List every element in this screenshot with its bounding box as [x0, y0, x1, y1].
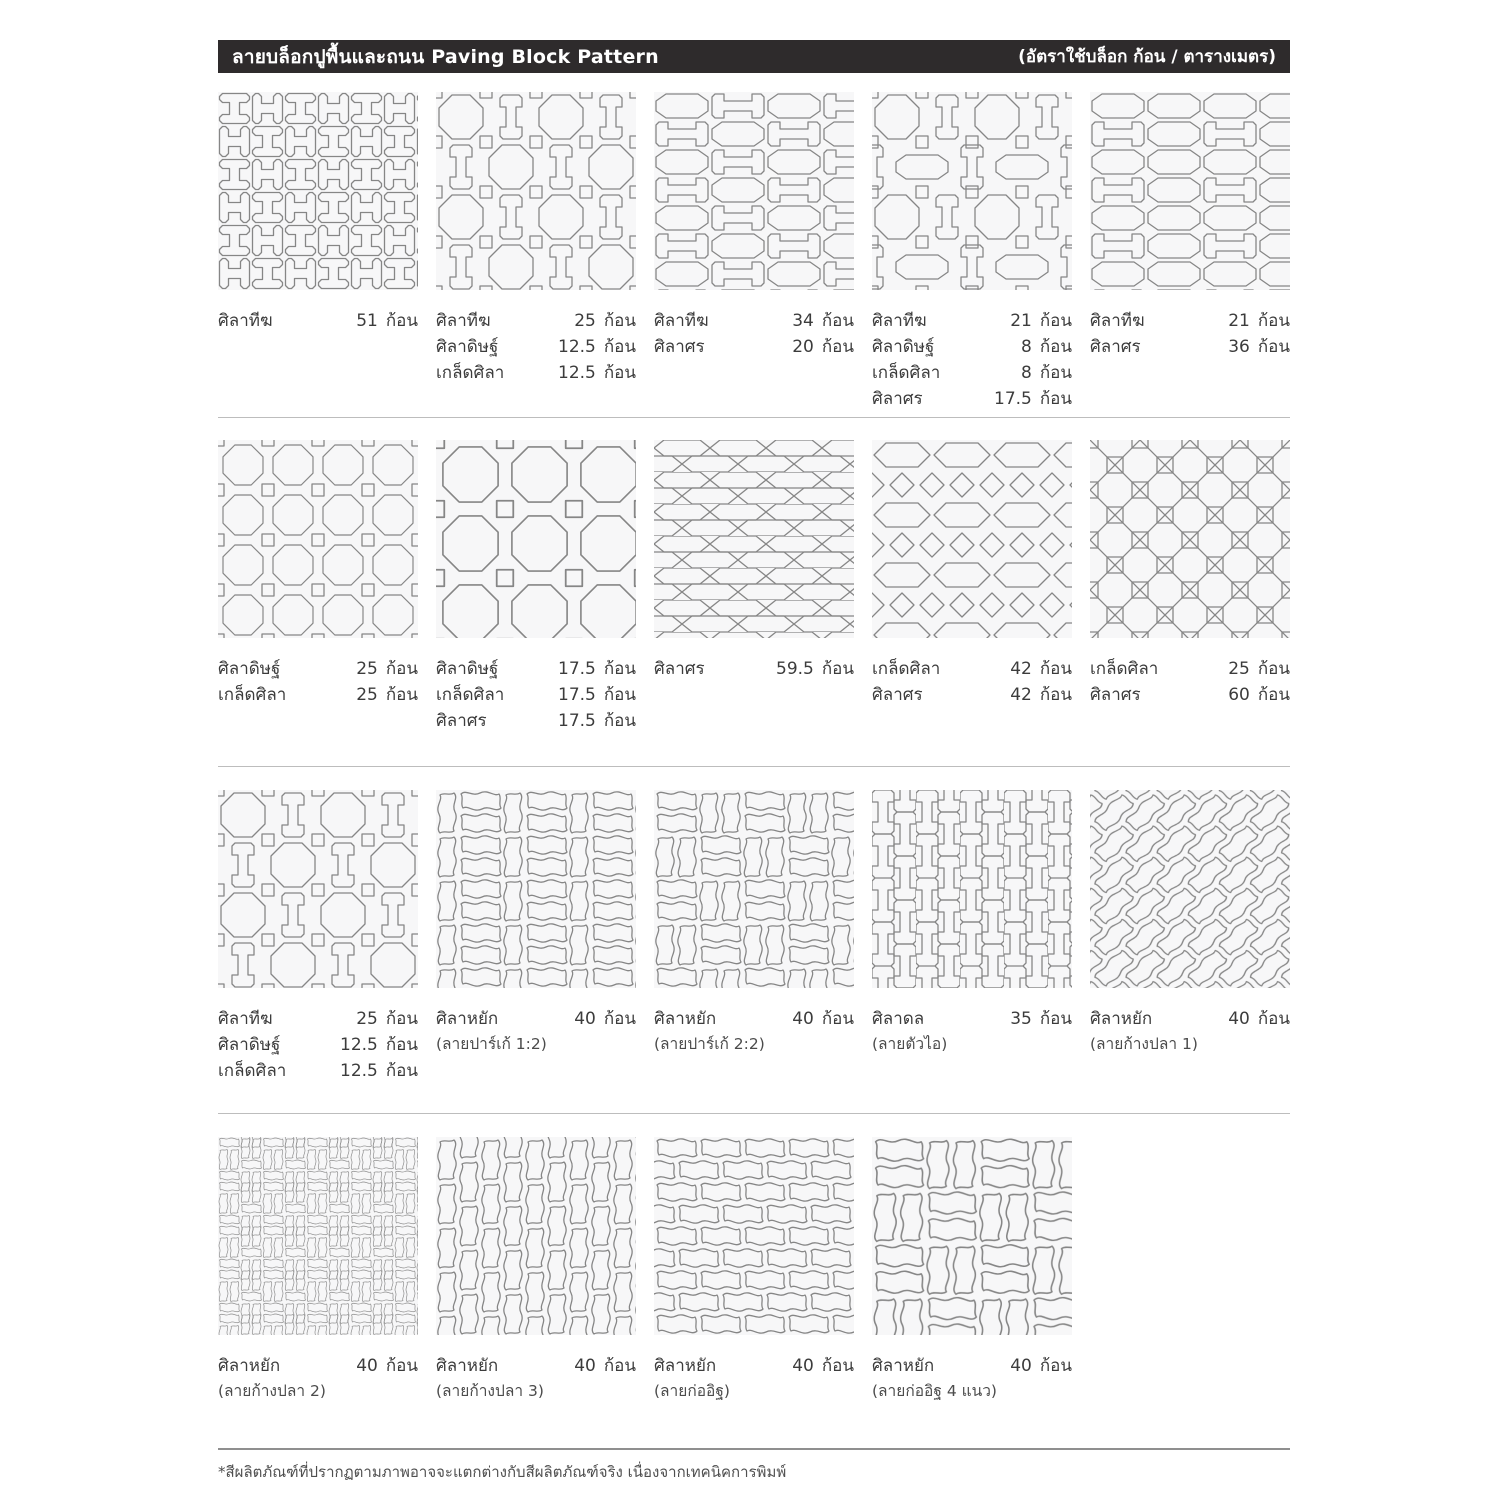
- block-quantity: 34: [792, 311, 814, 331]
- quantity-unit: ก้อน: [821, 337, 854, 357]
- quantity-unit: ก้อน: [603, 363, 636, 383]
- block-quantity: 40: [574, 1356, 596, 1376]
- pattern-subtitle: (ลายก้างปลา 2): [218, 1382, 326, 1400]
- pattern-usage-row: [1090, 308, 1290, 334]
- pattern-usage-row: [1090, 656, 1290, 682]
- pattern-usage-row: [436, 656, 636, 682]
- pattern-usage-row: [872, 334, 1072, 360]
- pattern-name: ศิลาศร: [654, 337, 705, 357]
- pattern-label-block: [436, 308, 636, 386]
- block-quantity: 25: [1228, 659, 1250, 679]
- paving-pattern-swatch: [654, 790, 854, 988]
- paving-pattern-swatch: [218, 440, 418, 638]
- pattern-name: เกล็ดศิลา: [872, 363, 941, 383]
- block-quantity: 12.5: [340, 1061, 378, 1081]
- quantity-unit: ก้อน: [603, 1356, 636, 1376]
- pattern-label-block: [218, 1006, 418, 1084]
- pattern-name: ศิลาทีฆ: [654, 311, 709, 331]
- block-quantity: 60: [1228, 685, 1250, 705]
- block-quantity: 36: [1228, 337, 1250, 357]
- quantity-unit: ก้อน: [385, 1035, 418, 1055]
- block-quantity: 8: [1021, 363, 1032, 383]
- block-quantity: 42: [1010, 659, 1032, 679]
- pattern-cell: [218, 440, 418, 638]
- quantity-unit: ก้อน: [385, 685, 418, 705]
- pattern-usage-row: [654, 1006, 854, 1032]
- pattern-label-block: [218, 1353, 418, 1403]
- quantity-unit: ก้อน: [385, 1356, 418, 1376]
- pattern-usage-row: [872, 386, 1072, 412]
- pattern-name: ศิลาดิษฐ์: [436, 659, 499, 679]
- pattern-name: ศิลาหยัก: [1090, 1009, 1153, 1029]
- pattern-name: ศิลาทีฆ: [218, 311, 273, 331]
- paving-pattern-swatch: [218, 92, 418, 290]
- pattern-usage-row: [872, 308, 1072, 334]
- pattern-usage-row: [436, 1353, 636, 1379]
- pattern-label-block: [872, 1006, 1072, 1056]
- pattern-name: ศิลาศร: [1090, 685, 1141, 705]
- pattern-usage-row: [218, 308, 418, 334]
- pattern-usage-row: [436, 708, 636, 734]
- pattern-label-block: [218, 656, 418, 708]
- row-divider: [218, 1113, 1290, 1114]
- pattern-subtitle: (ลายก่ออิฐ 4 แนว): [872, 1382, 997, 1400]
- pattern-name: ศิลาดล: [872, 1009, 925, 1029]
- quantity-unit: ก้อน: [1039, 1009, 1072, 1029]
- pattern-name: ศิลาดิษฐ์: [872, 337, 935, 357]
- block-quantity: 21: [1228, 311, 1250, 331]
- pattern-label-block: [872, 656, 1072, 708]
- pattern-usage-row: [218, 656, 418, 682]
- quantity-unit: ก้อน: [1039, 337, 1072, 357]
- block-quantity: 42: [1010, 685, 1032, 705]
- block-quantity: 17.5: [558, 659, 596, 679]
- quantity-unit: ก้อน: [1257, 1009, 1290, 1029]
- quantity-unit: ก้อน: [1257, 311, 1290, 331]
- quantity-unit: ก้อน: [1039, 659, 1072, 679]
- pattern-subtitle: (ลายปาร์เก้ 1:2): [436, 1035, 547, 1053]
- pattern-usage-row: [218, 1006, 418, 1032]
- paving-pattern-swatch: [436, 440, 636, 638]
- block-quantity: 40: [574, 1009, 596, 1029]
- paving-pattern-swatch: [654, 1137, 854, 1335]
- block-quantity: 25: [356, 685, 378, 705]
- pattern-usage-row: [654, 656, 854, 682]
- pattern-usage-row: [218, 1353, 418, 1379]
- quantity-unit: ก้อน: [385, 659, 418, 679]
- block-quantity: 17.5: [558, 711, 596, 731]
- pattern-name: ศิลาดิษฐ์: [436, 337, 499, 357]
- pattern-usage-row: [872, 682, 1072, 708]
- pattern-label-block: [1090, 656, 1290, 708]
- block-quantity: 8: [1021, 337, 1032, 357]
- block-quantity: 40: [792, 1356, 814, 1376]
- pattern-cell: [218, 92, 418, 290]
- pattern-label-block: [872, 1353, 1072, 1403]
- block-quantity: 12.5: [558, 363, 596, 383]
- pattern-usage-row: [872, 360, 1072, 386]
- block-quantity: 40: [1228, 1009, 1250, 1029]
- quantity-unit: ก้อน: [821, 1009, 854, 1029]
- block-quantity: 21: [1010, 311, 1032, 331]
- pattern-subtitle: (ลายปาร์เก้ 2:2): [654, 1035, 765, 1053]
- quantity-unit: ก้อน: [603, 337, 636, 357]
- pattern-usage-row: [654, 1353, 854, 1379]
- block-quantity: 59.5: [776, 659, 814, 679]
- pattern-name: เกล็ดศิลา: [218, 1061, 287, 1081]
- pattern-name: ศิลาหยัก: [436, 1009, 499, 1029]
- pattern-name: ศิลาทีฆ: [436, 311, 491, 331]
- paving-pattern-swatch: [436, 1137, 636, 1335]
- quantity-unit: ก้อน: [385, 1061, 418, 1081]
- pattern-cell: [436, 1137, 636, 1335]
- quantity-unit: ก้อน: [603, 711, 636, 731]
- quantity-unit: ก้อน: [1039, 389, 1072, 409]
- pattern-usage-row: [436, 360, 636, 386]
- pattern-name: เกล็ดศิลา: [436, 685, 505, 705]
- quantity-unit: ก้อน: [1039, 685, 1072, 705]
- pattern-name: ศิลาศร: [436, 711, 487, 731]
- quantity-unit: ก้อน: [603, 1009, 636, 1029]
- pattern-usage-row: [1090, 334, 1290, 360]
- block-quantity: 35: [1010, 1009, 1032, 1029]
- pattern-usage-row: [872, 1353, 1072, 1379]
- pattern-usage-row: [218, 1058, 418, 1084]
- quantity-unit: ก้อน: [1257, 337, 1290, 357]
- pattern-subtitle: (ลายก้างปลา 3): [436, 1382, 544, 1400]
- pattern-cell: [436, 92, 636, 290]
- block-quantity: 51: [356, 311, 378, 331]
- pattern-name: ศิลาทีฆ: [872, 311, 927, 331]
- pattern-name: ศิลาศร: [872, 685, 923, 705]
- paving-pattern-swatch: [872, 92, 1072, 290]
- paving-pattern-swatch: [436, 92, 636, 290]
- quantity-unit: ก้อน: [385, 1009, 418, 1029]
- pattern-cell: [872, 790, 1072, 988]
- pattern-usage-row: [436, 308, 636, 334]
- pattern-label-block: [1090, 1006, 1290, 1056]
- pattern-cell: [218, 790, 418, 988]
- pattern-cell: [1090, 790, 1290, 988]
- pattern-name: เกล็ดศิลา: [1090, 659, 1159, 679]
- pattern-label-block: [1090, 308, 1290, 360]
- quantity-unit: ก้อน: [1257, 659, 1290, 679]
- quantity-unit: ก้อน: [1257, 685, 1290, 705]
- paving-pattern-swatch: [654, 440, 854, 638]
- paving-pattern-swatch: [218, 1137, 418, 1335]
- block-quantity: 40: [356, 1356, 378, 1376]
- paving-pattern-swatch: [1090, 92, 1290, 290]
- pattern-subtitle: (ลายก่ออิฐ): [654, 1382, 730, 1400]
- pattern-name: ศิลาดิษฐ์: [218, 1035, 281, 1055]
- pattern-name: ศิลาศร: [1090, 337, 1141, 357]
- paving-pattern-swatch: [436, 790, 636, 988]
- pattern-name: เกล็ดศิลา: [872, 659, 941, 679]
- pattern-label-block: [654, 656, 854, 682]
- row-divider: [218, 417, 1290, 418]
- pattern-usage-row: [1090, 682, 1290, 708]
- pattern-label-block: [436, 656, 636, 734]
- pattern-name: ศิลาดิษฐ์: [218, 659, 281, 679]
- paving-pattern-swatch: [654, 92, 854, 290]
- pattern-cell: [654, 1137, 854, 1335]
- pattern-label-block: [872, 308, 1072, 412]
- pattern-label-block: [218, 308, 418, 334]
- rate-unit-label: (อัตราใช้บล็อก ก้อน / ตารางเมตร): [1018, 47, 1276, 67]
- paving-pattern-swatch: [218, 790, 418, 988]
- pattern-usage-row: [436, 682, 636, 708]
- pattern-cell: [1090, 440, 1290, 638]
- pattern-cell: [1090, 92, 1290, 290]
- paving-pattern-swatch: [872, 1137, 1072, 1335]
- pattern-label-block: [654, 1006, 854, 1056]
- pattern-cell: [872, 92, 1072, 290]
- pattern-cell: [872, 440, 1072, 638]
- block-quantity: 12.5: [558, 337, 596, 357]
- page-title: ลายบล็อกปูพื้นและถนน Paving Block Pattern: [232, 45, 659, 68]
- block-quantity: 25: [356, 1009, 378, 1029]
- pattern-subtitle: (ลายก้างปลา 1): [1090, 1035, 1198, 1053]
- quantity-unit: ก้อน: [1039, 1356, 1072, 1376]
- paving-pattern-swatch: [872, 790, 1072, 988]
- pattern-usage-row: [218, 1032, 418, 1058]
- pattern-name: เกล็ดศิลา: [218, 685, 287, 705]
- pattern-usage-row: [872, 656, 1072, 682]
- pattern-usage-row: [436, 1006, 636, 1032]
- block-quantity: 25: [574, 311, 596, 331]
- block-quantity: 25: [356, 659, 378, 679]
- block-quantity: 20: [792, 337, 814, 357]
- pattern-name: ศิลาทีฆ: [1090, 311, 1145, 331]
- paving-pattern-swatch: [1090, 440, 1290, 638]
- pattern-name: ศิลาทีฆ: [218, 1009, 273, 1029]
- quantity-unit: ก้อน: [821, 1356, 854, 1376]
- pattern-usage-row: [654, 308, 854, 334]
- quantity-unit: ก้อน: [821, 659, 854, 679]
- quantity-unit: ก้อน: [603, 659, 636, 679]
- pattern-label-block: [436, 1353, 636, 1403]
- pattern-label-block: [654, 308, 854, 360]
- page-header-bar: [218, 40, 1290, 73]
- block-quantity: 40: [792, 1009, 814, 1029]
- quantity-unit: ก้อน: [1039, 311, 1072, 331]
- pattern-usage-row: [872, 1006, 1072, 1032]
- pattern-cell: [218, 1137, 418, 1335]
- pattern-label-block: [436, 1006, 636, 1056]
- pattern-usage-row: [654, 334, 854, 360]
- block-quantity: 12.5: [340, 1035, 378, 1055]
- footer-divider: [218, 1448, 1290, 1450]
- pattern-cell: [872, 1137, 1072, 1335]
- pattern-usage-row: [218, 682, 418, 708]
- footer-note: *สีผลิตภัณฑ์ที่ปรากฏตามภาพอาจจะแตกต่างกับสีผลิตภัณฑ์จริง เนื่องจากเทคนิคการพิมพ์: [218, 1463, 787, 1481]
- pattern-usage-row: [1090, 1006, 1290, 1032]
- quantity-unit: ก้อน: [821, 311, 854, 331]
- pattern-name: ศิลาหยัก: [654, 1009, 717, 1029]
- pattern-name: ศิลาหยัก: [654, 1356, 717, 1376]
- pattern-cell: [654, 440, 854, 638]
- pattern-label-block: [654, 1353, 854, 1403]
- pattern-subtitle: (ลายตัวไอ): [872, 1035, 948, 1053]
- quantity-unit: ก้อน: [1039, 363, 1072, 383]
- pattern-name: ศิลาหยัก: [218, 1356, 281, 1376]
- pattern-name: ศิลาศร: [654, 659, 705, 679]
- quantity-unit: ก้อน: [385, 311, 418, 331]
- paving-pattern-swatch: [872, 440, 1072, 638]
- block-quantity: 40: [1010, 1356, 1032, 1376]
- row-divider: [218, 766, 1290, 767]
- block-quantity: 17.5: [558, 685, 596, 705]
- pattern-usage-row: [436, 334, 636, 360]
- pattern-name: ศิลาศร: [872, 389, 923, 409]
- pattern-cell: [654, 790, 854, 988]
- paving-pattern-swatch: [1090, 790, 1290, 988]
- pattern-cell: [436, 790, 636, 988]
- quantity-unit: ก้อน: [603, 685, 636, 705]
- block-quantity: 17.5: [994, 389, 1032, 409]
- pattern-cell: [654, 92, 854, 290]
- pattern-name: ศิลาหยัก: [872, 1356, 935, 1376]
- quantity-unit: ก้อน: [603, 311, 636, 331]
- pattern-name: เกล็ดศิลา: [436, 363, 505, 383]
- pattern-name: ศิลาหยัก: [436, 1356, 499, 1376]
- pattern-cell: [436, 440, 636, 638]
